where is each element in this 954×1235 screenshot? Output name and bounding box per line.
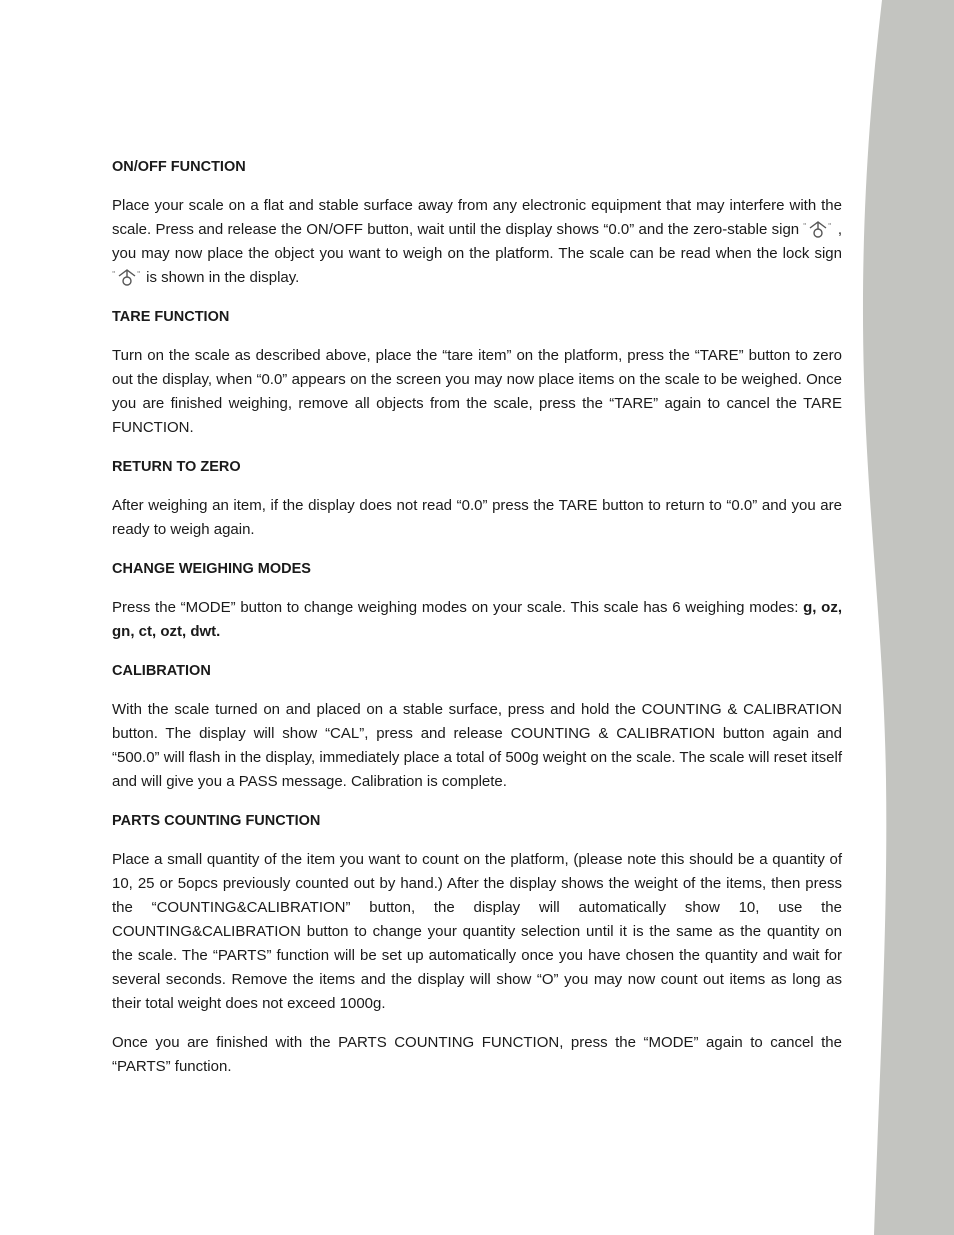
- onoff-text-part-3: is shown in the display.: [142, 269, 300, 286]
- heading-return-to-zero: RETURN TO ZERO: [112, 459, 241, 475]
- zero-stable-icon: [803, 219, 833, 239]
- heading-calibration: CALIBRATION: [112, 663, 211, 679]
- svg-text:": ": [803, 222, 807, 230]
- heading-change-weighing-modes: CHANGE WEIGHING MODES: [112, 561, 311, 577]
- onoff-text-part-2: , you may now place the object you want to weigh on the platform. The scale can be read when the lock sign: [112, 221, 842, 262]
- lock-sign-icon: [112, 267, 142, 287]
- heading-parts-counting-function: PARTS COUNTING FUNCTION: [112, 813, 321, 829]
- paragraph-return-to-zero: After weighing an item, if the display does not read “0.0” press the TARE button to return to “0.0” and you are ready to weigh again.: [112, 497, 842, 538]
- svg-text:": ": [828, 222, 832, 230]
- svg-text:": ": [137, 270, 141, 278]
- modes-text: Press the “MODE” button to change weighing modes on your scale. This scale has 6 weighing modes:: [112, 599, 804, 616]
- paragraph-onoff: [112, 194, 842, 290]
- paragraph-change-weighing-modes: [112, 596, 842, 644]
- modes-list: g, oz, gn, ct, ozt, dwt.: [112, 599, 843, 640]
- document-body: [112, 155, 842, 1094]
- paragraph-tare: Turn on the scale as described above, place the “tare item” on the platform, press the “TARE” button to zero out the display, when “0.0” appears on the screen you may now place items on the scale to be weighed. Once you are finished weighing, remove all objects from the scale, press the “TARE” again to cancel the TARE FUNCTION.: [112, 347, 842, 436]
- paragraph-parts-counting-1: Place a small quantity of the item you want to count on the platform, (please note this should be a quantity of 10, 25 or 5opcs previously counted out by hand.) After the display shows the weight of the items, then press the “COUNTING&CALIBRATION” button, the display will automatically show 10, use the COUNTING&CALIBRATION button to change your quantity selection until it is the same as the quantity on the scale. The “PARTS” function will be set up automatically once you have chosen the quantity and wait for several seconds. Remove the items and the display will show “O” you may now count out items as long as their total weight does not exceed 1000g.: [112, 851, 842, 1012]
- paragraph-parts-counting-2: Once you are finished with the PARTS COUNTING FUNCTION, press the “MODE” again to cancel the “PARTS” function.: [112, 1034, 842, 1075]
- heading-tare-function: TARE FUNCTION: [112, 309, 230, 325]
- svg-text:": ": [112, 270, 116, 278]
- heading-onoff-function: ON/OFF FUNCTION: [112, 159, 246, 175]
- onoff-text-part-1: Place your scale on a flat and stable surface away from any electronic equipment that may interfere with the scale. Press and release the ON/OFF button, wait until the display shows “0.0” and the zero-stable sign: [112, 197, 842, 238]
- paragraph-calibration: With the scale turned on and placed on a stable surface, press and hold the COUNTING & CALIBRATION button. The display will show “CAL”, press and release COUNTING & CALIBRATION button again and “500.0” will flash in the display, immediately place a total of 500g weight on the scale. The scale will reset itself and will give you a PASS message. Calibration is complete.: [112, 701, 842, 790]
